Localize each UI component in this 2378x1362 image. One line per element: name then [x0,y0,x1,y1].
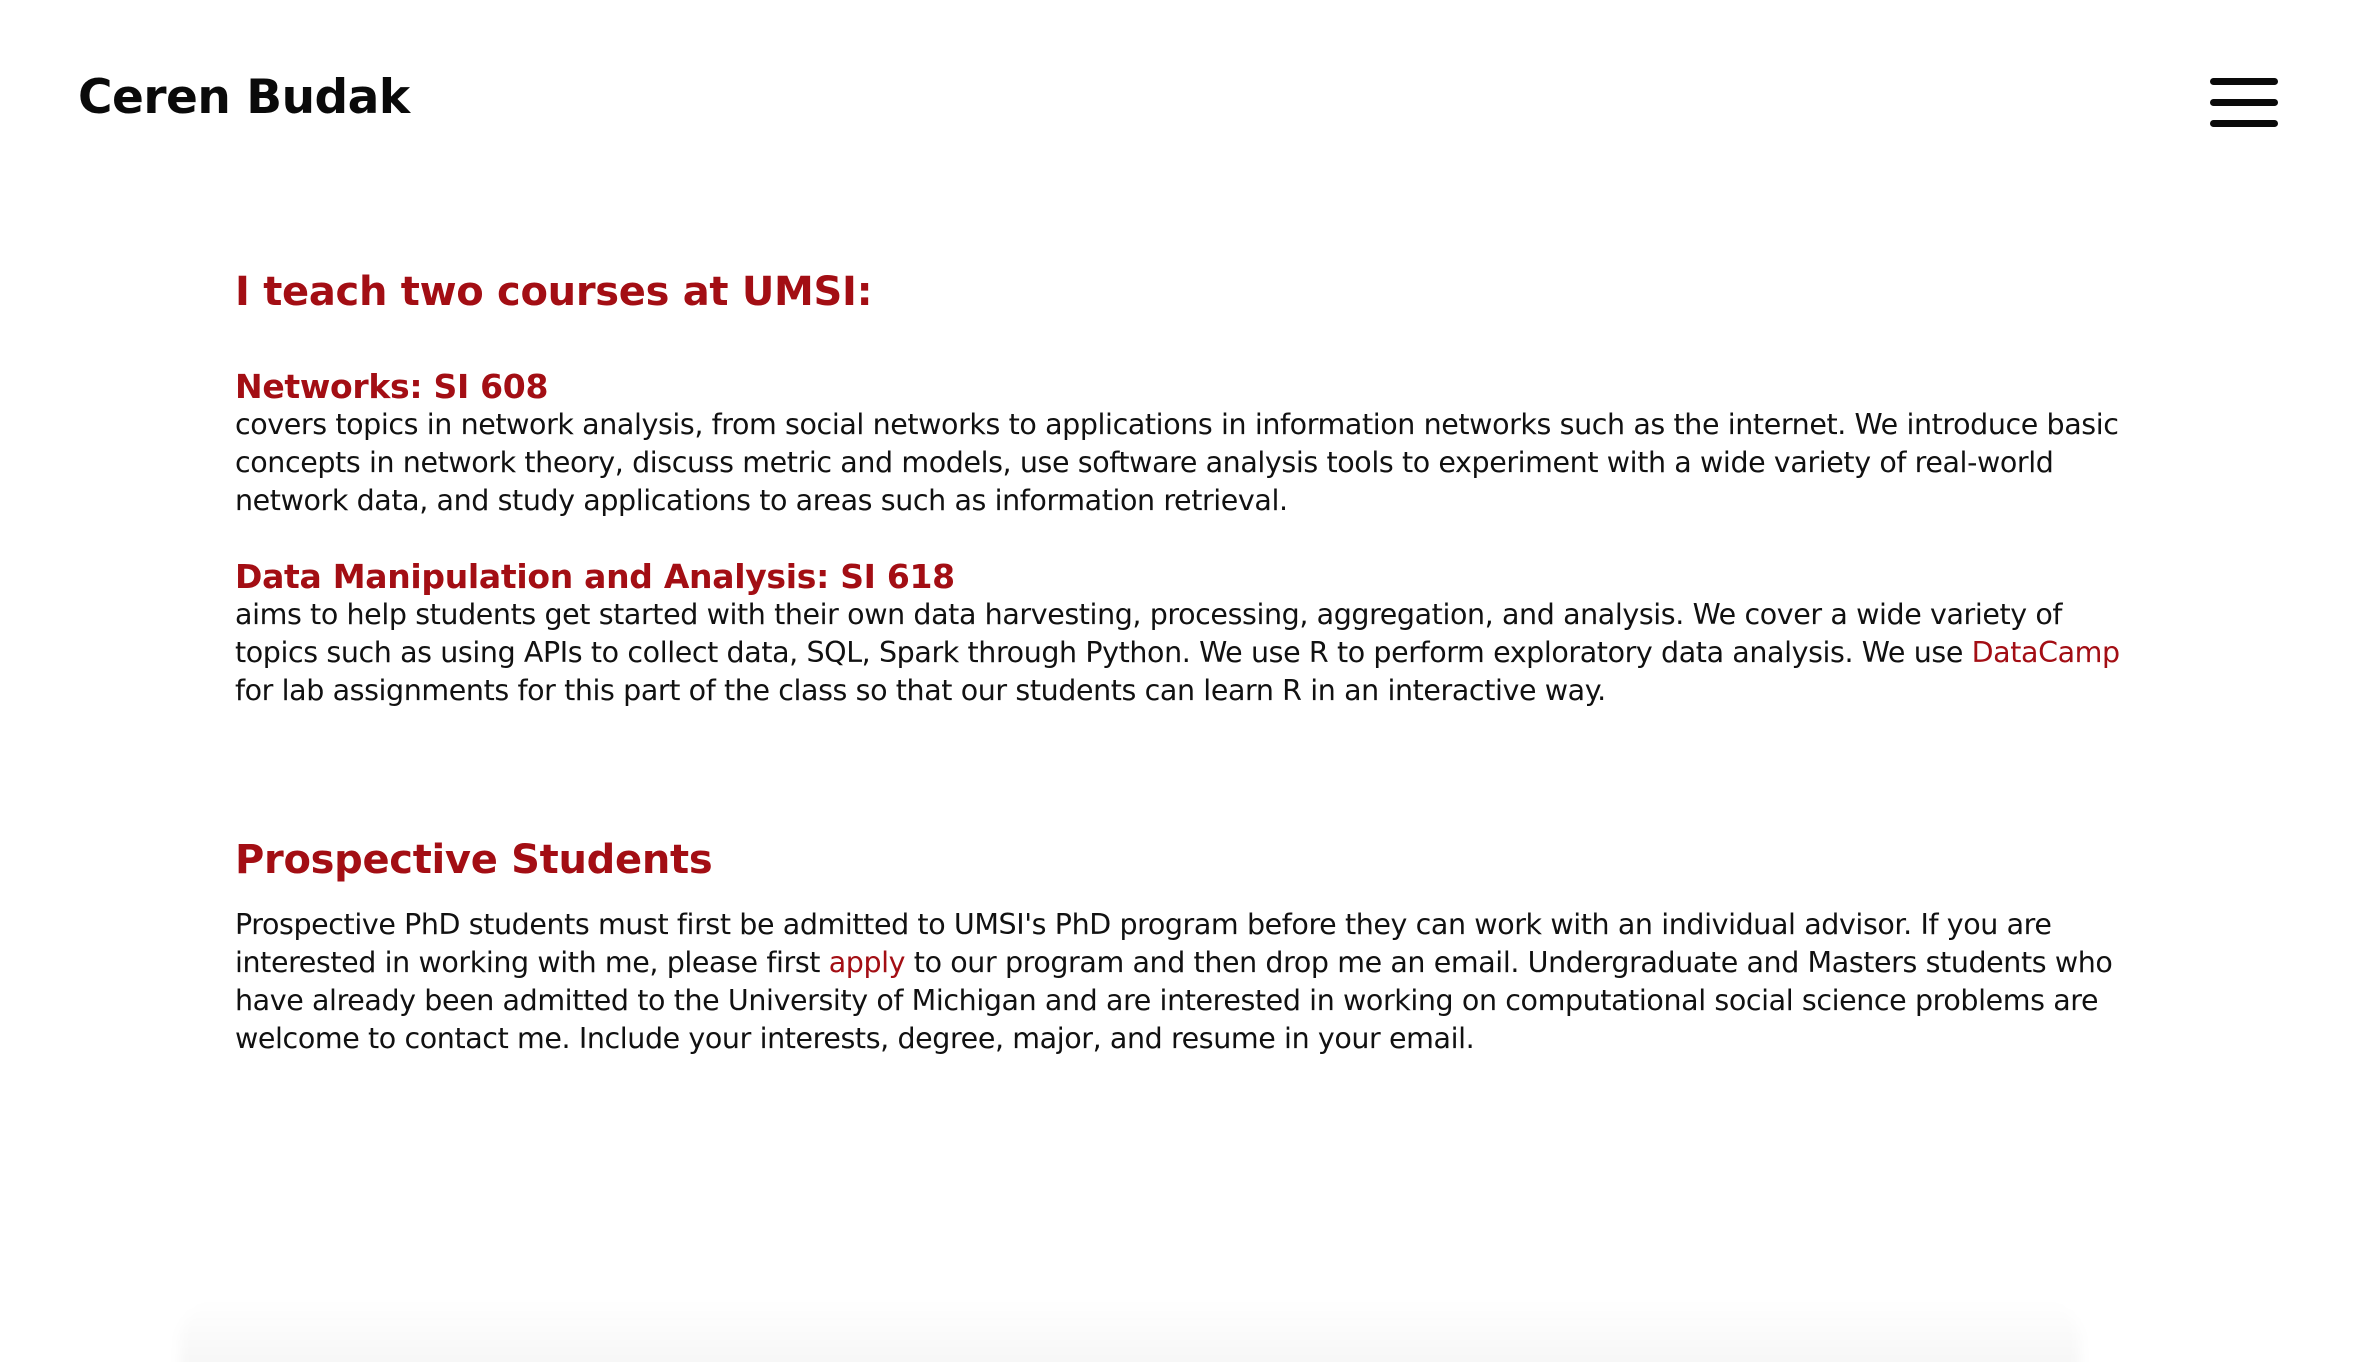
menu-bar-bottom [2210,120,2278,127]
course-title: Data Manipulation and Analysis: SI 618 [235,557,955,596]
main-content [235,268,2125,1058]
datacamp-link[interactable]: DataCamp [1971,636,2120,669]
prospective-text: Prospective PhD students must first be admitted to UMSI's PhD program before they can work with an individual advisor. If you are interested in working with me, please first [235,908,2052,979]
menu-bar-middle [2210,99,2278,106]
course-data-manipulation [235,558,2125,710]
site-title[interactable]: Ceren Budak [78,70,410,125]
course-networks [235,368,2125,520]
hamburger-menu-icon[interactable] [2210,78,2278,128]
prospective-heading: Prospective Students [235,837,713,883]
course-description [235,596,2125,710]
menu-bar-top [2210,78,2278,85]
course-title: Networks: SI 608 [235,367,549,406]
course-description-text: for lab assignments for this part of the class so that our students can learn R in an interactive way. [235,674,1606,707]
course-description: covers topics in network analysis, from social networks to applications in information networks such as the internet. We introduce basic concepts in network theory, discuss metric and models, use software analysis tools to experiment with a wide variety of real-world network data, and study applications to areas such as information retrieval. [235,408,2119,517]
footer-shadow [180,1300,2080,1362]
teaching-heading: I teach two courses at UMSI: [235,269,873,315]
course-description-text: aims to help students get started with their own data harvesting, processing, aggregation, and analysis. We cover a wide variety of topics such as using APIs to collect data, SQL, Spark through Python. We use R to perform exploratory data analysis. We use [235,598,2063,669]
apply-link[interactable]: apply [828,946,906,979]
prospective-paragraph [235,906,2125,1058]
prospective-text: to our program and then drop me an email. Undergraduate and Masters students who have already been admitted to the University of Michigan and are interested in working on computational social science problems are welcome to contact me. Include your interests, degree, major, and resume in your email. [235,946,2113,1055]
